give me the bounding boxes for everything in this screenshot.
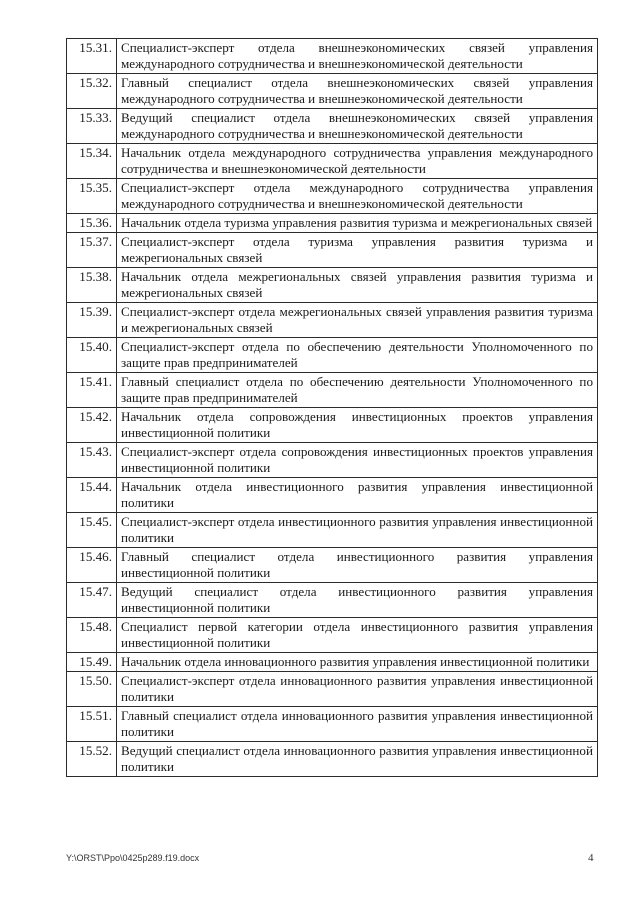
footer-page-number: 4	[588, 852, 594, 864]
table-row	[67, 373, 598, 408]
row-number: 15.32.	[67, 74, 117, 109]
table-row	[67, 74, 598, 109]
table-row	[67, 39, 598, 74]
row-number: 15.47.	[67, 583, 117, 618]
position-title: Ведущий специалист отдела инновационного развития управления инвестиционной политики	[117, 742, 598, 777]
table-row	[67, 478, 598, 513]
position-title: Начальник отдела инновационного развития управления инвестиционной политики	[117, 653, 598, 672]
row-number: 15.45.	[67, 513, 117, 548]
table-row	[67, 707, 598, 742]
position-title: Главный специалист отдела по обеспечению деятельности Уполномоченного по защите прав предпринимателей	[117, 373, 598, 408]
row-number: 15.38.	[67, 268, 117, 303]
position-title: Начальник отдела сопровождения инвестиционных проектов управления инвестиционной политики	[117, 408, 598, 443]
table-row	[67, 583, 598, 618]
position-title: Начальник отдела туризма управления развития туризма и межрегиональных связей	[117, 214, 598, 233]
table-row	[67, 214, 598, 233]
row-number: 15.41.	[67, 373, 117, 408]
position-title: Специалист первой категории отдела инвестиционного развития управления инвестиционной политики	[117, 618, 598, 653]
row-number: 15.48.	[67, 618, 117, 653]
table-row	[67, 233, 598, 268]
table-row	[67, 672, 598, 707]
position-title: Главный специалист отдела инвестиционного развития управления инвестиционной политики	[117, 548, 598, 583]
row-number: 15.49.	[67, 653, 117, 672]
row-number: 15.39.	[67, 303, 117, 338]
row-number: 15.34.	[67, 144, 117, 179]
footer-file-path: Y:\ORST\Ppo\0425p289.f19.docx	[66, 853, 200, 863]
table-row	[67, 338, 598, 373]
row-number: 15.42.	[67, 408, 117, 443]
position-title: Ведущий специалист отдела инвестиционного развития управления инвестиционной политики	[117, 583, 598, 618]
table-row	[67, 109, 598, 144]
row-number: 15.43.	[67, 443, 117, 478]
row-number: 15.35.	[67, 179, 117, 214]
position-title: Специалист-эксперт отдела туризма управления развития туризма и межрегиональных связей	[117, 233, 598, 268]
row-number: 15.51.	[67, 707, 117, 742]
table-row	[67, 443, 598, 478]
row-number: 15.50.	[67, 672, 117, 707]
row-number: 15.52.	[67, 742, 117, 777]
row-number: 15.36.	[67, 214, 117, 233]
table-row	[67, 513, 598, 548]
position-title: Специалист-эксперт отдела внешнеэкономических связей управления международного сотрудничества и внешнеэкономической деятельности	[117, 39, 598, 74]
position-title: Специалист-эксперт отдела сопровождения инвестиционных проектов управления инвестиционной политики	[117, 443, 598, 478]
position-title: Начальник отдела инвестиционного развития управления инвестиционной политики	[117, 478, 598, 513]
table-row	[67, 618, 598, 653]
position-title: Ведущий специалист отдела внешнеэкономических связей управления международного сотрудничества и внешнеэкономической деятельности	[117, 109, 598, 144]
position-title: Специалист-эксперт отдела инновационного развития управления инвестиционной политики	[117, 672, 598, 707]
position-title: Специалист-эксперт отдела инвестиционного развития управления инвестиционной политики	[117, 513, 598, 548]
table-row	[67, 303, 598, 338]
position-title: Начальник отдела межрегиональных связей управления развития туризма и межрегиональных связей	[117, 268, 598, 303]
position-title: Специалист-эксперт отдела по обеспечению деятельности Уполномоченного по защите прав предпринимателей	[117, 338, 598, 373]
row-number: 15.46.	[67, 548, 117, 583]
table-row	[67, 144, 598, 179]
table-row	[67, 742, 598, 777]
table-row	[67, 653, 598, 672]
positions-table-body	[67, 39, 598, 777]
position-title: Специалист-эксперт отдела межрегиональных связей управления развития туризма и межрегиональных связей	[117, 303, 598, 338]
position-title: Начальник отдела международного сотрудничества управления международного сотрудничества и внешнеэкономической деятельности	[117, 144, 598, 179]
row-number: 15.31.	[67, 39, 117, 74]
positions-table	[66, 38, 598, 777]
row-number: 15.33.	[67, 109, 117, 144]
table-row	[67, 408, 598, 443]
row-number: 15.37.	[67, 233, 117, 268]
position-title: Главный специалист отдела инновационного развития управления инвестиционной политики	[117, 707, 598, 742]
table-row	[67, 179, 598, 214]
position-title: Главный специалист отдела внешнеэкономических связей управления международного сотрудничества и внешнеэкономической деятельности	[117, 74, 598, 109]
row-number: 15.40.	[67, 338, 117, 373]
position-title: Специалист-эксперт отдела международного сотрудничества управления международного сотрудничества и внешнеэкономической деятельности	[117, 179, 598, 214]
table-row	[67, 548, 598, 583]
row-number: 15.44.	[67, 478, 117, 513]
table-row	[67, 268, 598, 303]
